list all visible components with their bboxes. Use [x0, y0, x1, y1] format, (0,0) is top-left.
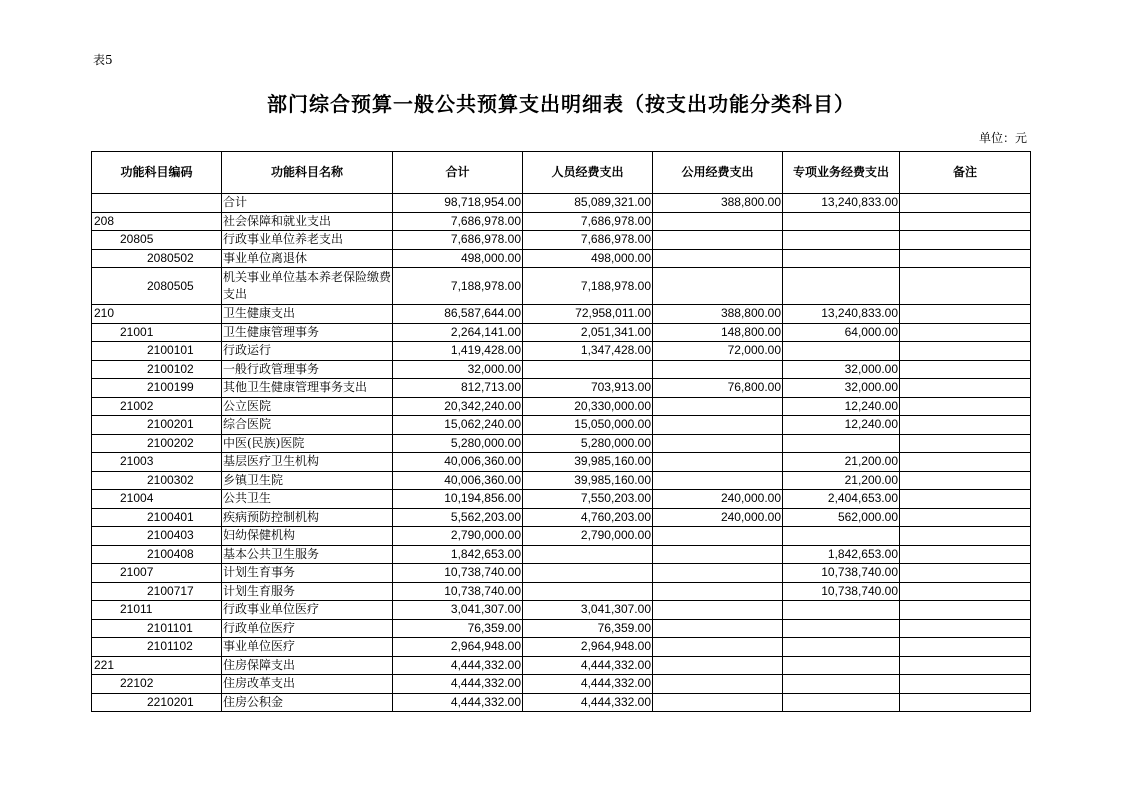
code-cell: 21002: [92, 397, 222, 416]
table-row: [92, 601, 1031, 620]
table-body: [92, 194, 1031, 712]
table-row: [92, 656, 1031, 675]
name-cell: 基层医疗卫生机构: [222, 453, 393, 472]
note-cell: [900, 656, 1031, 675]
table-row: [92, 379, 1031, 398]
personnel-cell: 7,686,978.00: [523, 212, 653, 231]
personnel-cell: 15,050,000.00: [523, 416, 653, 435]
special-cell: [783, 527, 900, 546]
name-cell: 事业单位离退休: [222, 249, 393, 268]
note-cell: [900, 490, 1031, 509]
public-cell: 72,000.00: [653, 342, 783, 361]
total-cell: 40,006,360.00: [393, 453, 523, 472]
public-cell: 76,800.00: [653, 379, 783, 398]
code-cell: 210: [92, 305, 222, 324]
note-cell: [900, 564, 1031, 583]
total-cell: 32,000.00: [393, 360, 523, 379]
code-cell: 2100717: [92, 582, 222, 601]
name-cell: 行政单位医疗: [222, 619, 393, 638]
public-cell: 240,000.00: [653, 508, 783, 527]
total-cell: 2,964,948.00: [393, 638, 523, 657]
total-cell: 7,686,978.00: [393, 231, 523, 250]
table-row: [92, 453, 1031, 472]
public-cell: 388,800.00: [653, 305, 783, 324]
budget-table: [91, 151, 1031, 712]
personnel-cell: 85,089,321.00: [523, 194, 653, 213]
special-cell: [783, 638, 900, 657]
public-cell: [653, 397, 783, 416]
code-cell: 2100199: [92, 379, 222, 398]
table-row: [92, 249, 1031, 268]
table-row: [92, 471, 1031, 490]
personnel-cell: [523, 582, 653, 601]
code-cell: [92, 194, 222, 213]
personnel-cell: 2,051,341.00: [523, 323, 653, 342]
code-cell: 2210201: [92, 693, 222, 712]
name-cell: 卫生健康管理事务: [222, 323, 393, 342]
name-cell: 公立医院: [222, 397, 393, 416]
code-cell: 2100201: [92, 416, 222, 435]
total-cell: 98,718,954.00: [393, 194, 523, 213]
name-cell: 住房改革支出: [222, 675, 393, 694]
note-cell: [900, 527, 1031, 546]
code-cell: 2101102: [92, 638, 222, 657]
header-row: [92, 152, 1031, 194]
personnel-cell: [523, 360, 653, 379]
total-cell: 10,738,740.00: [393, 564, 523, 583]
special-cell: [783, 656, 900, 675]
code-cell: 21001: [92, 323, 222, 342]
public-cell: [653, 675, 783, 694]
code-cell: 2101101: [92, 619, 222, 638]
note-cell: [900, 416, 1031, 435]
special-cell: [783, 675, 900, 694]
personnel-cell: 703,913.00: [523, 379, 653, 398]
special-cell: [783, 231, 900, 250]
table-row: [92, 564, 1031, 583]
public-cell: [653, 545, 783, 564]
total-cell: 5,280,000.00: [393, 434, 523, 453]
special-cell: 10,738,740.00: [783, 564, 900, 583]
name-cell: 综合医院: [222, 416, 393, 435]
name-cell: 其他卫生健康管理事务支出: [222, 379, 393, 398]
code-cell: 2100403: [92, 527, 222, 546]
special-cell: [783, 268, 900, 305]
personnel-cell: 498,000.00: [523, 249, 653, 268]
header-note: 备注: [900, 152, 1031, 194]
note-cell: [900, 545, 1031, 564]
code-cell: 2080505: [92, 268, 222, 305]
personnel-cell: 1,347,428.00: [523, 342, 653, 361]
public-cell: [653, 693, 783, 712]
table-row: [92, 638, 1031, 657]
total-cell: 40,006,360.00: [393, 471, 523, 490]
special-cell: 12,240.00: [783, 397, 900, 416]
note-cell: [900, 268, 1031, 305]
note-cell: [900, 693, 1031, 712]
code-cell: 21004: [92, 490, 222, 509]
code-cell: 2080502: [92, 249, 222, 268]
code-cell: 21007: [92, 564, 222, 583]
header-total: 合计: [393, 152, 523, 194]
total-cell: 4,444,332.00: [393, 656, 523, 675]
total-cell: 812,713.00: [393, 379, 523, 398]
name-cell: 妇幼保健机构: [222, 527, 393, 546]
public-cell: [653, 416, 783, 435]
note-cell: [900, 434, 1031, 453]
note-cell: [900, 453, 1031, 472]
note-cell: [900, 397, 1031, 416]
personnel-cell: 4,760,203.00: [523, 508, 653, 527]
personnel-cell: 7,188,978.00: [523, 268, 653, 305]
public-cell: [653, 360, 783, 379]
note-cell: [900, 582, 1031, 601]
public-cell: 240,000.00: [653, 490, 783, 509]
personnel-cell: 2,790,000.00: [523, 527, 653, 546]
personnel-cell: 76,359.00: [523, 619, 653, 638]
code-cell: 2100408: [92, 545, 222, 564]
name-cell: 计划生育服务: [222, 582, 393, 601]
note-cell: [900, 212, 1031, 231]
table-row: [92, 231, 1031, 250]
public-cell: [653, 582, 783, 601]
code-cell: 20805: [92, 231, 222, 250]
name-cell: 行政事业单位养老支出: [222, 231, 393, 250]
special-cell: 13,240,833.00: [783, 194, 900, 213]
special-cell: [783, 342, 900, 361]
name-cell: 事业单位医疗: [222, 638, 393, 657]
special-cell: [783, 249, 900, 268]
special-cell: 10,738,740.00: [783, 582, 900, 601]
personnel-cell: 2,964,948.00: [523, 638, 653, 657]
note-cell: [900, 675, 1031, 694]
special-cell: [783, 693, 900, 712]
special-cell: 13,240,833.00: [783, 305, 900, 324]
special-cell: 21,200.00: [783, 471, 900, 490]
total-cell: 1,419,428.00: [393, 342, 523, 361]
table-row: [92, 693, 1031, 712]
note-cell: [900, 305, 1031, 324]
total-cell: 4,444,332.00: [393, 675, 523, 694]
special-cell: 32,000.00: [783, 379, 900, 398]
note-cell: [900, 231, 1031, 250]
unit-label: 单位：元: [978, 131, 1027, 145]
table-row: [92, 360, 1031, 379]
name-cell: 基本公共卫生服务: [222, 545, 393, 564]
personnel-cell: [523, 545, 653, 564]
personnel-cell: [523, 564, 653, 583]
header-personnel: 人员经费支出: [523, 152, 653, 194]
special-cell: 32,000.00: [783, 360, 900, 379]
name-cell: 公共卫生: [222, 490, 393, 509]
code-cell: 21003: [92, 453, 222, 472]
name-cell: 卫生健康支出: [222, 305, 393, 324]
public-cell: [653, 564, 783, 583]
note-cell: [900, 360, 1031, 379]
table-row: [92, 675, 1031, 694]
special-cell: 562,000.00: [783, 508, 900, 527]
note-cell: [900, 638, 1031, 657]
special-cell: 2,404,653.00: [783, 490, 900, 509]
personnel-cell: 72,958,011.00: [523, 305, 653, 324]
table-row: [92, 416, 1031, 435]
public-cell: [653, 619, 783, 638]
special-cell: [783, 212, 900, 231]
header-name: 功能科目名称: [222, 152, 393, 194]
public-cell: [653, 434, 783, 453]
code-cell: 221: [92, 656, 222, 675]
total-cell: 4,444,332.00: [393, 693, 523, 712]
total-cell: 498,000.00: [393, 249, 523, 268]
public-cell: [653, 268, 783, 305]
total-cell: 1,842,653.00: [393, 545, 523, 564]
note-cell: [900, 379, 1031, 398]
special-cell: 1,842,653.00: [783, 545, 900, 564]
name-cell: 住房公积金: [222, 693, 393, 712]
code-cell: 2100202: [92, 434, 222, 453]
special-cell: [783, 619, 900, 638]
table-row: [92, 305, 1031, 324]
total-cell: 2,264,141.00: [393, 323, 523, 342]
note-cell: [900, 249, 1031, 268]
code-cell: 208: [92, 212, 222, 231]
personnel-cell: 5,280,000.00: [523, 434, 653, 453]
public-cell: [653, 527, 783, 546]
name-cell: 机关事业单位基本养老保险缴费支出: [222, 268, 393, 305]
table-row: [92, 323, 1031, 342]
name-cell: 合计: [222, 194, 393, 213]
name-cell: 社会保障和就业支出: [222, 212, 393, 231]
public-cell: 388,800.00: [653, 194, 783, 213]
note-cell: [900, 194, 1031, 213]
code-cell: 2100302: [92, 471, 222, 490]
note-cell: [900, 508, 1031, 527]
total-cell: 2,790,000.00: [393, 527, 523, 546]
table-row: [92, 268, 1031, 305]
code-cell: 2100101: [92, 342, 222, 361]
personnel-cell: 3,041,307.00: [523, 601, 653, 620]
personnel-cell: 4,444,332.00: [523, 693, 653, 712]
total-cell: 7,188,978.00: [393, 268, 523, 305]
name-cell: 疾病预防控制机构: [222, 508, 393, 527]
header-public: 公用经费支出: [653, 152, 783, 194]
total-cell: 86,587,644.00: [393, 305, 523, 324]
personnel-cell: 39,985,160.00: [523, 453, 653, 472]
name-cell: 中医(民族)医院: [222, 434, 393, 453]
table-row: [92, 582, 1031, 601]
table-row: [92, 342, 1031, 361]
special-cell: 21,200.00: [783, 453, 900, 472]
name-cell: 计划生育事务: [222, 564, 393, 583]
table-row: [92, 490, 1031, 509]
note-cell: [900, 471, 1031, 490]
public-cell: [653, 638, 783, 657]
code-cell: 2100102: [92, 360, 222, 379]
table-header: [92, 152, 1031, 194]
personnel-cell: 7,686,978.00: [523, 231, 653, 250]
special-cell: [783, 601, 900, 620]
personnel-cell: 39,985,160.00: [523, 471, 653, 490]
total-cell: 5,562,203.00: [393, 508, 523, 527]
public-cell: 148,800.00: [653, 323, 783, 342]
table-row: [92, 619, 1031, 638]
personnel-cell: 4,444,332.00: [523, 656, 653, 675]
public-cell: [653, 471, 783, 490]
public-cell: [653, 212, 783, 231]
public-cell: [653, 601, 783, 620]
total-cell: 10,194,856.00: [393, 490, 523, 509]
name-cell: 行政运行: [222, 342, 393, 361]
name-cell: 住房保障支出: [222, 656, 393, 675]
special-cell: [783, 434, 900, 453]
public-cell: [653, 231, 783, 250]
special-cell: 12,240.00: [783, 416, 900, 435]
name-cell: 乡镇卫生院: [222, 471, 393, 490]
total-cell: 76,359.00: [393, 619, 523, 638]
personnel-cell: 7,550,203.00: [523, 490, 653, 509]
name-cell: 行政事业单位医疗: [222, 601, 393, 620]
total-cell: 7,686,978.00: [393, 212, 523, 231]
total-cell: 20,342,240.00: [393, 397, 523, 416]
total-cell: 15,062,240.00: [393, 416, 523, 435]
table-row: [92, 434, 1031, 453]
header-special: 专项业务经费支出: [783, 152, 900, 194]
code-cell: 22102: [92, 675, 222, 694]
total-cell: 3,041,307.00: [393, 601, 523, 620]
table-row: [92, 508, 1031, 527]
header-code: 功能科目编码: [92, 152, 222, 194]
table-row: [92, 194, 1031, 213]
document-title: 部门综合预算一般公共预算支出明细表（按支出功能分类科目）: [267, 92, 855, 116]
note-cell: [900, 619, 1031, 638]
note-cell: [900, 342, 1031, 361]
total-cell: 10,738,740.00: [393, 582, 523, 601]
special-cell: 64,000.00: [783, 323, 900, 342]
code-cell: 2100401: [92, 508, 222, 527]
name-cell: 一般行政管理事务: [222, 360, 393, 379]
public-cell: [653, 656, 783, 675]
note-cell: [900, 323, 1031, 342]
public-cell: [653, 453, 783, 472]
table-row: [92, 397, 1031, 416]
personnel-cell: 4,444,332.00: [523, 675, 653, 694]
personnel-cell: 20,330,000.00: [523, 397, 653, 416]
note-cell: [900, 601, 1031, 620]
table-number-label: 表5: [93, 53, 113, 67]
table-row: [92, 545, 1031, 564]
table-row: [92, 527, 1031, 546]
table-row: [92, 212, 1031, 231]
public-cell: [653, 249, 783, 268]
code-cell: 21011: [92, 601, 222, 620]
